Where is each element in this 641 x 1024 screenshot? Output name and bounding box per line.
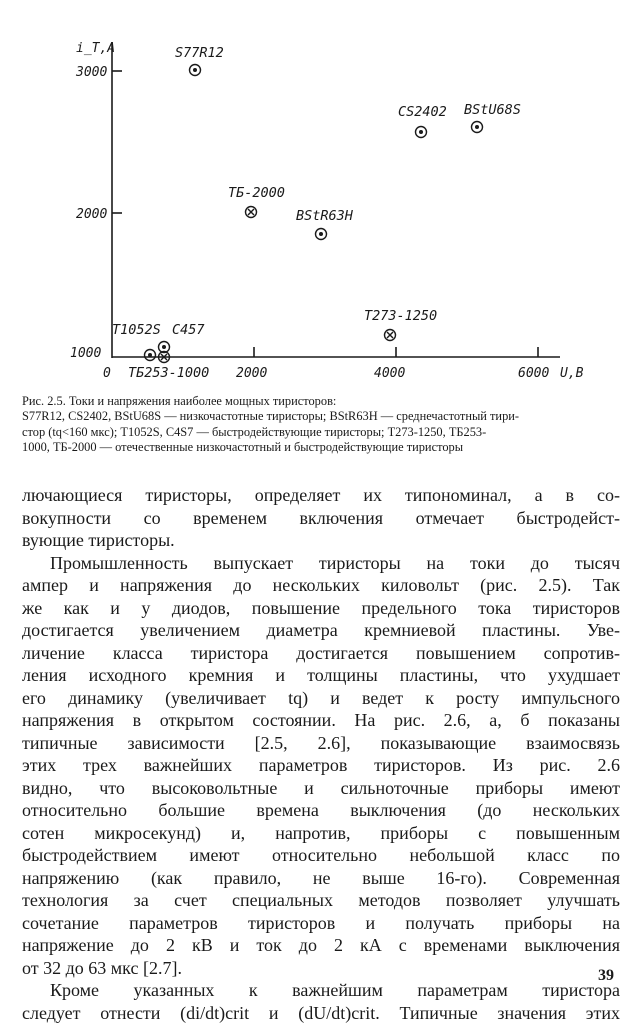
caption-line: 1000, ТБ-2000 — отечественные низкочастотный и быстродействующие тиристоры [22, 440, 620, 455]
body-line: вокупности со временем включения отмечает быстродейст- [22, 507, 620, 530]
body-line: ления исходного кремния и толщины пластины, что ухудшает [22, 664, 620, 687]
x-axis-label: U,B [560, 366, 584, 381]
body-line: ампер и напряжения до нескольких киловольт (рис. 2.5). Так [22, 574, 620, 597]
caption-line: S77R12, CS2402, BStU68S — низкочастотные тиристоры; BStR63H — среднечастотный тири- [22, 409, 620, 424]
point-label-cs2402: CS2402 [398, 104, 447, 120]
body-line: достигается увеличением диаметра кремниевой пластины. Уве- [22, 619, 620, 642]
x-tick-label-6000: 6000 [518, 366, 549, 381]
point-label-tb253-1000: ТБ253-1000 [128, 365, 209, 381]
body-text [22, 484, 620, 1024]
figure-caption [22, 394, 620, 456]
body-line: лючающиеся тиристоры, определяет их типономинал, а в со- [22, 484, 620, 507]
caption-line: стор (tq<160 мкс); T1052S, С4S7 — быстродействующие тиристоры; Т273-1250, ТБ253- [22, 425, 620, 440]
body-line: этих трех важнейших параметров тиристоров. Из рис. 2.6 [22, 754, 620, 777]
x-tick-label-4000: 4000 [374, 366, 405, 381]
body-line: его динамику (увеличивает tq) и ведет к росту импульсного [22, 687, 620, 710]
y-tick-label-1000: 1000 [70, 346, 101, 361]
body-line: от 32 до 63 мкс [2.7]. [22, 957, 620, 980]
body-line: Кроме указанных к важнейшим параметрам тиристора [22, 979, 620, 1002]
page-number: 39 [598, 967, 614, 985]
point-tb2000 [246, 207, 257, 218]
body-line: типичные зависимости [2.5, 2.6], показывающие взаимосвязь [22, 732, 620, 755]
point-label-bstr63h: BStR63H [296, 208, 354, 224]
body-line: относительно большие времена выключения (до нескольких [22, 799, 620, 822]
body-line: напряжение до 2 кВ и ток до 2 кА с временами выключения [22, 934, 620, 957]
x-tick-label-0: 0 [103, 366, 111, 381]
point-cs2402 [416, 127, 427, 138]
point-bstr63h [316, 229, 327, 240]
point-bstu68s [472, 122, 483, 133]
y-tick-label-2000: 2000 [76, 207, 107, 222]
point-label-bstu68s: BStU68S [464, 102, 521, 118]
scatter-chart [0, 0, 641, 392]
point-label-c457: С457 [172, 322, 205, 338]
body-line: технология за счет специальных методов позволяет улучшать [22, 889, 620, 912]
point-t273-1250 [385, 330, 396, 341]
point-label-tb2000: ТБ-2000 [228, 185, 285, 201]
point-s77r12 [190, 65, 201, 76]
body-line: следует отнести (di/dt)crit и (dU/dt)crit. Типичные значения этих [22, 1002, 620, 1024]
point-label-s77r12: S77R12 [175, 45, 224, 61]
point-label-t273-1250: Т273-1250 [364, 308, 437, 324]
body-line: Промышленность выпускает тиристоры на токи до тысяч [22, 552, 620, 575]
x-tick-label-2000: 2000 [236, 366, 267, 381]
body-line: напряжению (как правило, не выше 16-го). Современная [22, 867, 620, 890]
body-line: сочетание параметров тиристоров и получать приборы на [22, 912, 620, 935]
caption-line: Рис. 2.5. Токи и напряжения наиболее мощных тиристоров: [22, 394, 620, 409]
body-line: напряжения в открытом состоянии. На рис. 2.6, а, б показаны [22, 709, 620, 732]
body-line: видно, что высоковольтные и сильноточные приборы имеют [22, 777, 620, 800]
y-tick-label-3000: 3000 [75, 65, 107, 80]
body-line: сотен микросекунд) и, напротив, приборы с повышенным [22, 822, 620, 845]
point-t1052s [145, 350, 156, 361]
body-line: быстродействием имеют относительно небольшой класс по [22, 844, 620, 867]
body-line: вующие тиристоры. [22, 529, 620, 552]
y-axis-label: i_T,A [76, 41, 115, 56]
body-line: же как и у диодов, повышение предельного тока тиристоров [22, 597, 620, 620]
body-line: личение класса тиристора достигается повышением сопротив- [22, 642, 620, 665]
point-label-t1052s: Т1052S [112, 322, 161, 338]
